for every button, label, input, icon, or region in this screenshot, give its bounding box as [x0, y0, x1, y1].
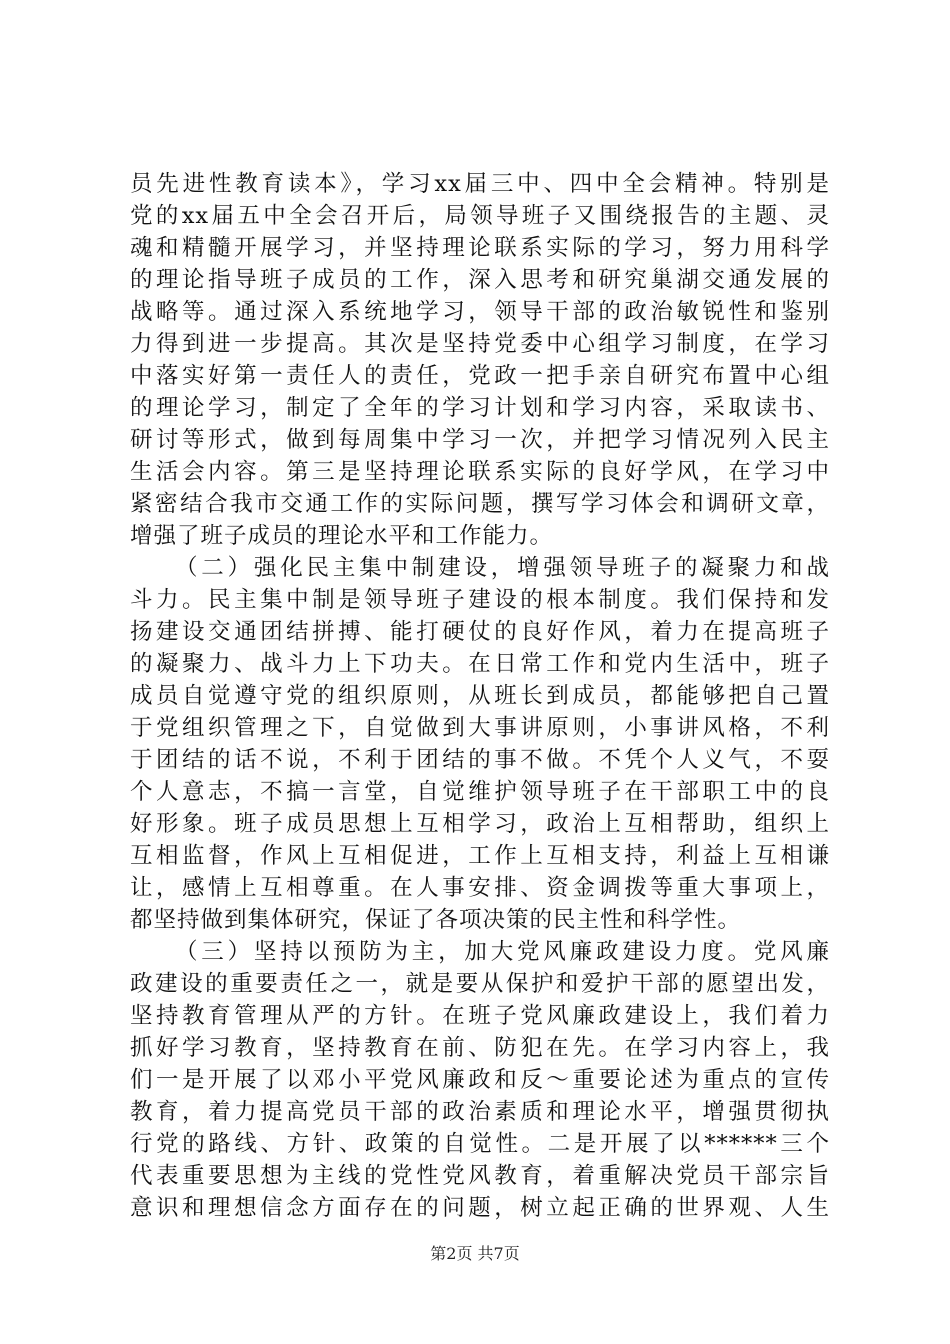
text-line: （三）坚持以预防为主，加大党风廉政建设力度。党风廉: [175, 939, 830, 965]
text-line: 让，感情上互相尊重。在人事安排、资金调拨等重大事项上，: [130, 875, 830, 901]
text-line: （二）强化民主集中制建设，增强领导班子的凝聚力和战: [175, 555, 830, 581]
page-footer: 第2页 共7页: [430, 1244, 520, 1263]
text-line: 的理论指导班子成员的工作，深入思考和研究巢湖交通发展的: [130, 267, 830, 293]
text-line: 战略等。通过深入系统地学习，领导干部的政治敏锐性和鉴别: [130, 299, 830, 325]
body-text: [130, 168, 830, 1224]
text-line: 中落实好第一责任人的责任，党政一把手亲自研究布置中心组: [130, 363, 830, 389]
text-line: 的凝聚力、战斗力上下功夫。在日常工作和党内生活中，班子: [130, 651, 830, 677]
text-line: 政建设的重要责任之一，就是要从保护和爱护干部的愿望出发，: [130, 971, 830, 997]
text-line: 力得到进一步提高。其次是坚持党委中心组学习制度，在学习: [130, 331, 830, 357]
text-line: 党的xx届五中全会召开后，局领导班子又围绕报告的主题、灵: [130, 203, 830, 229]
text-line: 互相监督，作风上互相促进，工作上互相支持，利益上互相谦: [130, 843, 830, 869]
text-line: 于团结的话不说，不利于团结的事不做。不凭个人义气，不耍: [130, 747, 830, 773]
text-line: 好形象。班子成员思想上互相学习，政治上互相帮助，组织上: [130, 811, 830, 837]
text-line: 坚持教育管理从严的方针。在班子党风廉政建设上，我们着力: [130, 1003, 830, 1029]
text-line: 行党的路线、方针、政策的自觉性。二是开展了以******三个: [130, 1131, 830, 1157]
text-line: 们一是开展了以邓小平党风廉政和反～重要论述为重点的宣传: [130, 1067, 830, 1093]
text-line: 于党组织管理之下，自觉做到大事讲原则，小事讲风格，不利: [130, 715, 830, 741]
text-line: 成员自觉遵守党的组织原则，从班长到成员，都能够把自己置: [130, 683, 830, 709]
text-line: 魂和精髓开展学习，并坚持理论联系实际的学习，努力用科学: [130, 235, 830, 261]
text-line: 斗力。民主集中制是领导班子建设的根本制度。我们保持和发: [130, 587, 830, 613]
text-line: 都坚持做到集体研究，保证了各项决策的民主性和科学性。: [130, 907, 742, 933]
text-line: 抓好学习教育，坚持教育在前、防犯在先。在学习内容上，我: [130, 1035, 830, 1061]
text-line: 代表重要思想为主线的党性党风教育，着重解决党员干部宗旨: [130, 1163, 830, 1189]
text-line: 的理论学习，制定了全年的学习计划和学习内容，采取读书、: [130, 395, 830, 421]
text-line: 意识和理想信念方面存在的问题，树立起正确的世界观、人生: [130, 1195, 830, 1221]
text-line: 员先进性教育读本》，学习xx届三中、四中全会精神。特别是: [130, 171, 830, 197]
text-line: 生活会内容。第三是坚持理论联系实际的良好学风，在学习中: [130, 459, 830, 485]
text-line: 扬建设交通团结拼搏、能打硬仗的良好作风，着力在提高班子: [130, 619, 830, 645]
text-line: 研讨等形式，做到每周集中学习一次，并把学习情况列入民主: [130, 427, 830, 453]
text-line: 紧密结合我市交通工作的实际问题，撰写学习体会和调研文章，: [130, 491, 830, 517]
text-line: 增强了班子成员的理论水平和工作能力。: [130, 523, 554, 549]
text-line: 个人意志，不搞一言堂，自觉维护领导班子在干部职工中的良: [130, 779, 830, 805]
text-line: 教育，着力提高党员干部的政治素质和理论水平，增强贯彻执: [130, 1099, 830, 1125]
